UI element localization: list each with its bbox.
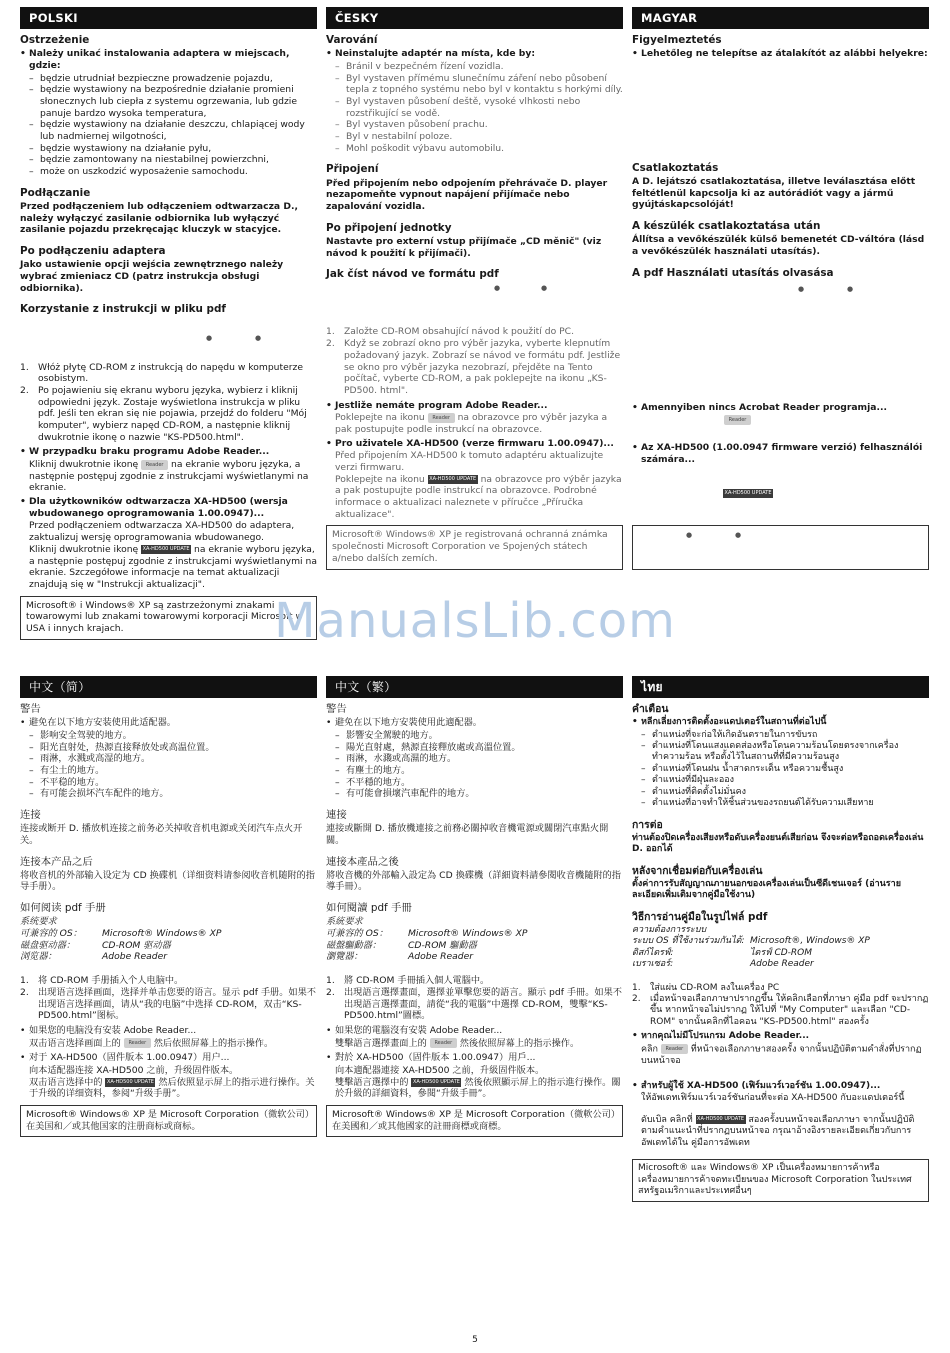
req-value: ไดรฟ์ CD-ROM: [750, 947, 813, 958]
list-item: – będzie wystawiony na działanie deszczu, chlapiącej wody lub nadmiernej wilgotności,: [20, 119, 317, 142]
adobe-reader-icon: Reader: [430, 1038, 457, 1048]
req-key: 浏览器：: [20, 951, 57, 963]
list-item: – ตำแหน่งที่มีฝุ่นละออง: [632, 775, 929, 786]
section-header: 中文（繁）: [326, 676, 623, 698]
pdf-title: Jak číst návod ve formátu pdf: [326, 268, 499, 281]
warning-lead: • 避免在以下地方安装使用此适配器。: [20, 717, 317, 729]
warning-lead: • หลีกเลี่ยงการติดตั้งอะแดปเตอร์ในสถานที่ต่อไปนี้: [632, 717, 929, 728]
firmware-title: • Az XA-HD500 (1.00.0947 firmware verzió) felhasználói számára...: [632, 442, 929, 465]
firmware-text-2: [20, 544, 317, 591]
reader-text-b: 然后依照屏幕上的指示操作。: [153, 1037, 274, 1049]
reader-text-b: na obrazovce pro výběr jazyka a pak postupujte podle instrukcí na obrazovce.: [335, 412, 608, 435]
list-item: – ตำแหน่งที่อาจทำให้ชิ้นส่วนของรถยนต์ได้รับความเสียหาย: [632, 798, 929, 809]
req-value: Microsoft® Windows® XP: [102, 928, 222, 940]
trademark-box: Microsoft® Windows® XP je registrovaná ochranná známka společnosti Microsoft Corporation ve Spojených státech a/nebo dalších zemích.: [326, 525, 623, 569]
after-connect-text: 将收音机的外部输入设定为 CD 换碟机（详细资料请参阅收音机随附的指导手册）。: [20, 869, 315, 893]
reader-text: [326, 412, 623, 435]
bullet-mark: ●: [847, 284, 854, 293]
reader-title: • Jestliže nemáte program Adobe Reader...: [326, 400, 623, 412]
firmware-text: Przed podłączeniem odtwarzacza XA-HD500 do adaptera, zaktualizuj wersję oprogramowania wbudowanego.: [29, 520, 295, 544]
after-connect-title: Po podłączeniu adaptera: [20, 245, 166, 258]
connect-text: 連接或斷開 D. 播放機連接之前務必關掉收音機電源或關閉汽車點火開關。: [326, 823, 609, 846]
list-item: – 影响安全驾驶的地方。: [20, 730, 317, 742]
reader-text-a: คลิก: [641, 1044, 658, 1055]
list-item: – ตำแหน่งที่จะก่อให้เกิดอันตรายในการขับรถ: [632, 730, 929, 741]
after-connect-text: ตั้งค่าการรับสัญญาณภายนอกของเครื่องเล่นเป็นซีดีเชนเจอร์ (อ่านรายละเอียดเพิ่มเติมจากคู่มือใช้งาน): [632, 878, 901, 901]
requirement-row: [20, 928, 317, 940]
trademark-box: Microsoft® Windows® XP 是 Microsoft Corporation（微软公司）在美国和／或其他国家的注册商标或商标。: [20, 1105, 317, 1137]
section-header: MAGYAR: [632, 7, 929, 29]
firmware-text-b: na ekranie wyboru języka, a następnie postępuj zgodnie z instrukcjami wyświetlanymi na ekranie. Szczegółowe informacje na temat aktualizacji znajdują się w "Instrukcji aktualizacji".: [29, 543, 317, 590]
reader-text-a: 雙擊語言選擇畫面上的: [335, 1037, 427, 1049]
list-item: – Byl vystaven přímému slunečnímu záření nebo působení tepla z topného systému nebo byl v kontaktu s horkými díly.: [326, 73, 623, 96]
list-item: – ตำแหน่งที่ติดตั้งไม่มั่นคง: [632, 787, 929, 798]
pdf-title: A pdf Használati utasítás olvasása: [632, 266, 834, 279]
zh-cn-column: [20, 676, 317, 1137]
connect-title: Podłączanie: [20, 186, 91, 199]
step-item: 1. Włóż płytę CD-ROM z instrukcją do napędu w komputerze osobistym.: [20, 361, 304, 385]
section-header: ไทย: [632, 676, 929, 698]
warning-title: Figyelmeztetés: [632, 34, 722, 46]
req-key: 磁盘驱动器：: [20, 939, 76, 951]
step-item: 1. 将 CD-ROM 手册插入个人电脑中。: [20, 975, 184, 987]
cesky-column: [326, 7, 623, 570]
requirement-row: [326, 951, 623, 963]
after-connect-title: 连接本产品之后: [20, 855, 93, 868]
blank-warning-area: [632, 61, 929, 153]
step-item: 2. 出现语言选择画面，选择并单击您要的语言。显示 pdf 手册。如果不出现语言选择画面，请从“我的电脑”中选择 CD-ROM，双击“KS-PD500.html”图标。: [20, 986, 316, 1022]
connect-title: 连接: [20, 809, 41, 822]
warning-lead: • 避免在以下地方安裝使用此適配器。: [326, 717, 623, 729]
update-icon-row: [632, 488, 929, 500]
firmware-text: 向本適配器連接 XA-HD500 之前，升級固件版本。: [335, 1064, 545, 1076]
firmware-text: ให้อัพเดทเฟิร์มแวร์เวอร์ชันก่อนที่จะต่อ XA-HD500 กับอะแดปเตอร์นี้: [641, 1093, 905, 1104]
firmware-text-b: na obrazovce pro výběr jazyka a pak postupujte podle instrukcí na obrazovce. Podrobné informace o aktualizaci naleznete v příručce „Příručka aktualizace".: [335, 473, 622, 520]
trademark-box: Microsoft® Windows® XP 是 Microsoft Corporation（微軟公司）在美國和／或其他國家的註冊商標或商標。: [326, 1105, 623, 1137]
req-value: Microsoft®, Windows® XP: [750, 936, 870, 947]
connect-title: Připojení: [326, 163, 379, 176]
step-text: Włóż płytę CD-ROM z instrukcją do napędu w komputerze osobistym.: [38, 361, 304, 385]
pdf-title: Korzystanie z instrukcji w pliku pdf: [20, 303, 226, 316]
after-connect-title: Po připojení jednotky: [326, 221, 452, 234]
section-header: POLSKI: [20, 7, 317, 29]
firmware-text-a: ดับเบิล คลิกที่: [641, 1114, 693, 1125]
reader-title: • 如果您的电脑没有安装 Adobe Reader...: [20, 1025, 317, 1037]
firmware-text-a: 雙擊語言選擇中的: [335, 1076, 409, 1088]
req-key: 可兼容的 OS：: [326, 928, 388, 940]
reader-icon-row: [632, 415, 929, 427]
list-item: – 雨淋，水濺或高濕的地方。: [326, 753, 623, 765]
trademark-box: Microsoft® i Windows® XP są zastrzeżonymi znakami towarowymi lub znakami towarowymi korporacji Microsoft w USA i innych krajach.: [20, 596, 317, 640]
firmware-text-2: [632, 1115, 929, 1149]
req-key: ดิสก์ไดรฟ์:: [632, 947, 674, 958]
req-key: เบราเซอร์:: [632, 959, 674, 970]
list-item: – ตำแหน่งที่โดนแสงแดดส่องหรือโดนความร้อนโดยตรงจากเครื่องทำความร้อน หรือตั้งไว้ในสถานที่ที่มีความร้อนสูง: [632, 741, 929, 764]
connect-title: 連接: [326, 809, 347, 822]
list-item: – 影響安全駕駛的地方。: [326, 730, 623, 742]
warning-lead: • Należy unikać instalowania adaptera w miejscach, gdzie:: [20, 48, 317, 71]
requirements-title: 系統要求: [326, 916, 363, 928]
firmware-text-a: Poklepejte na ikonu: [335, 473, 425, 485]
reader-text-a: Poklepejte na ikonu: [335, 412, 425, 424]
reader-text: [20, 459, 317, 494]
bullet-mark: ●: [541, 284, 548, 293]
reader-text-a: Kliknij dwukrotnie ikonę: [29, 459, 139, 470]
req-value: Microsoft® Windows® XP: [408, 928, 528, 940]
zh-tw-column: [326, 676, 623, 1137]
warning-title: Ostrzeżenie: [20, 34, 90, 46]
bullet-mark: ●: [798, 284, 805, 293]
adobe-reader-icon: Reader: [724, 415, 751, 425]
warning-lead: • Neinstalujte adaptér na místa, kde by:: [326, 48, 623, 60]
step-text: Po pojawieniu się ekranu wyboru języka, wybierz i kliknij odpowiedni język. Zostaje wyświetlona instrukcja w pliku pdf. Jeśli ten ekran się nie pojawia, przejdź do folderu "Mój komputer", wybierz napęd CD-ROM, a następnie kliknij dwukrotnie ikonę o nazwie "KS-PD500.html".: [38, 384, 307, 443]
reader-text-b: 然後依照屏幕上的指示操作。: [459, 1037, 580, 1049]
list-item: – Bránil v bezpečném řízení vozidla.: [326, 61, 623, 73]
adobe-reader-icon: Reader: [141, 460, 168, 470]
list-item: – 不平稳的地方。: [20, 777, 317, 789]
trademark-box: Microsoft® และ Windows® XP เป็นเครื่องหมายการค้าหรือเครื่องหมายการค้าจดทะเบียนของ Microsoft Corporation ในประเทศสหรัฐอเมริกาและประเทศอื่นๆ: [632, 1159, 929, 1202]
list-item: – 有尘土的地方。: [20, 765, 317, 777]
page-number: 5: [472, 1335, 478, 1345]
magyar-column: [632, 7, 929, 570]
firmware-text-b: 然後依照顯示屏上的指示進行操作。關於升級的詳細資料，參閱“升級手冊”。: [335, 1076, 621, 1100]
reader-text: [632, 1044, 929, 1067]
req-key: 瀏覽器：: [326, 951, 363, 963]
req-value: Adobe Reader: [408, 951, 474, 963]
list-item: – będzie utrudniał bezpieczne prowadzenie pojazdu,: [20, 73, 317, 85]
list-item: – Byl vystaven působení deště, vysoké vlhkosti nebo rozstřikující se vodě.: [326, 96, 623, 119]
step-item: 2. 出現語言選擇畫面，選擇並單擊您要的語言。顯示 pdf 手冊。如果不出現語言選擇畫面，請從“我的電腦”中選擇 CD-ROM，雙擊“KS-PD500.html”圖標。: [326, 986, 622, 1022]
connect-text: 连接或断开 D. 播放机连接之前务必关掉收音机电源或关闭汽车点火开关。: [20, 823, 303, 846]
step-item: 1. ใส่แผ่น CD-ROM ลงในเครื่อง PC: [632, 982, 780, 993]
connect-title: Csatlakoztatás: [632, 161, 719, 174]
reader-title: • 如果您的電腦沒有安裝 Adobe Reader...: [326, 1025, 623, 1037]
blank-requirements-area: [20, 318, 317, 362]
firmware-text: 向本适配器连接 XA-HD500 之前，升级固件版本。: [29, 1064, 239, 1076]
req-key: 磁盤驅動器：: [326, 939, 382, 951]
pdf-title: วิธีการอ่านคู่มือในรูปไฟล์ pdf: [632, 910, 768, 923]
requirement-row: [632, 948, 929, 959]
list-item: – będzie wystawiony na bezpośrednie działanie promieni słonecznych lub ciepła z systemu ogrzewania, lub gdzie panuje bardzo wysoka temperatura,: [20, 84, 317, 119]
connect-text: Před připojením nebo odpojením přehrávače D. player nezapomeňte vypnout napájení přijímače nebo zapalování vozidla.: [326, 177, 608, 212]
update-icon: XA-HD500 UPDATE: [142, 545, 190, 552]
step-item: 1. Založte CD-ROM obsahující návod k použití do PC.: [326, 326, 574, 338]
list-item: – ตำแหน่งที่โดนฝน น้ำสาดกระเด็น หรือความชื้นสูง: [632, 764, 929, 775]
step-text: Když se zobrazí okno pro výběr jazyka, vyberte klepnutím požadovaný jazyk. Zobrazí se návod ve formátu pdf. Jestliže se okno pro výběr jazyka nezobrazí, přejděte na Tento počítač, vyberte CD-ROM, a pak poklepejte na ikonu „KS-PD500. html".: [344, 338, 621, 396]
reader-title: • หากคุณไม่มีโปรแกรม Adobe Reader...: [632, 1031, 929, 1042]
step-item: 1. 將 CD-ROM 手冊插入個人電腦中。: [326, 975, 490, 987]
requirement-row: [20, 951, 317, 963]
firmware-title: • 对于 XA-HD500（固件版本 1.00.0947）用户...: [20, 1052, 317, 1064]
warning-lead: • Lehetőleg ne telepítse az átalakítót az alábbi helyekre:: [632, 48, 929, 60]
update-icon: XA-HD500 UPDATE: [724, 489, 772, 496]
polski-column: [20, 7, 317, 640]
req-value: CD-ROM 驅動器: [408, 939, 477, 951]
blank-steps-area: [632, 281, 929, 401]
requirement-row: [326, 928, 623, 940]
connect-text: Przed podłączeniem lub odłączeniem odtwarzacza D., należy wyłączyć zasilanie odbiornika lub wyłączyć zasilanie pojazdu przekręcając kluczyk w stacyjce.: [20, 200, 298, 236]
warning-title: Varování: [326, 34, 378, 46]
firmware-text-2: [20, 1077, 317, 1100]
step-text: 將 CD-ROM 手冊插入個人電腦中。: [344, 975, 490, 987]
firmware-title: • Pro uživatele XA-HD500 (verze firmwaru 1.00.0947)...: [326, 438, 623, 450]
list-item: – 陽光直射處，熱源直接釋放處或高溫位置。: [326, 742, 623, 754]
reader-text: [20, 1038, 317, 1050]
firmware-text-b: สองครั้งบนหน้าจอเลือกภาษา จากนั้นปฏิบัติตามคำแนะนำที่ปรากฏบนหน้าจอ กรุณาอ้างอิงรายละเอียดเกี่ยวกับการอัพเดทได้ใน คู่มือการอัพเดท: [641, 1114, 915, 1148]
adobe-reader-icon: Reader: [428, 413, 455, 423]
firmware-title: • Dla użytkowników odtwarzacza XA-HD500 (wersja wbudowanego oprogramowania 1.00.0947)...: [20, 496, 317, 519]
step-text: ใส่แผ่น CD-ROM ลงในเครื่อง PC: [650, 982, 780, 993]
bullet-mark: ●: [494, 284, 501, 293]
req-key: ระบบ OS ที่ใช้งานร่วมกันได้:: [632, 936, 745, 947]
requirement-row: [632, 936, 929, 947]
firmware-text-b: 然后依照显示屏上的指示进行操作。关于升级的详细资料，参阅“升级手册”。: [29, 1076, 315, 1100]
after-connect-text: Jako ustawienie opcji wejścia zewnętrznego należy wybrać zmieniacz CD (patrz instrukcja obsługi odbiornika).: [20, 259, 284, 294]
after-connect-title: A készülék csatlakoztatása után: [632, 220, 821, 233]
requirement-row: [326, 940, 623, 952]
step-item: 2. Po pojawieniu się ekranu wyboru języka, wybierz i kliknij odpowiedni język. Zostaje wyświetlona instrukcja w pliku pdf. Jeśli ten ekran się nie pojawia, przejdź do folderu "Mój komputer", wybierz napęd CD-ROM, a następnie kliknij dwukrotnie ikonę o nazwie "KS-PD500.html".: [20, 384, 307, 443]
list-item: – Byl vystaven působení prachu.: [326, 119, 623, 131]
reader-title: • Amennyiben nincs Acrobat Reader programja...: [632, 402, 929, 414]
requirements-title: 系统要求: [20, 916, 57, 928]
list-item: – 不平穩的地方。: [326, 777, 623, 789]
reader-text: [326, 1038, 623, 1050]
firmware-text-2: [326, 1077, 623, 1100]
warning-title: 警告: [326, 703, 347, 715]
connect-title: การต่อ: [632, 818, 663, 831]
after-connect-title: 連接本產品之後: [326, 855, 399, 868]
list-item: – 雨淋，水溅或高湿的地方。: [20, 753, 317, 765]
list-item: – może on uszkodzić wyposażenie samochodu.: [20, 166, 317, 178]
list-item: – będzie zamontowany na niestabilnej powierzchni,: [20, 154, 317, 166]
update-icon: XA-HD500 UPDATE: [106, 1078, 154, 1085]
req-value: Adobe Reader: [750, 959, 814, 970]
after-connect-text: 將收音機的外部輸入設定為 CD 換碟機（詳細資料請參閱收音機隨附的指導手冊）。: [326, 869, 621, 893]
connect-text: ท่านต้องปิดเครื่องเสียงหรือดับเครื่องยนต์เสียก่อน จึงจะต่อหรือถอดเครื่องเล่น D. ออกได้: [632, 832, 924, 855]
bullet-mark: ●: [255, 333, 262, 342]
after-connect-text: Nastavte pro externí vstup přijímače „CD měnič" (viz návod k použití k přijímači).: [326, 235, 602, 259]
list-item: – 阳光直射处，热源直接释放处或高温位置。: [20, 742, 317, 754]
trademark-box: [632, 525, 929, 570]
section-header: 中文（简）: [20, 676, 317, 698]
update-icon: XA-HD500 UPDATE: [697, 1115, 744, 1122]
step-text: 出现语言选择画面，选择并单击您要的语言。显示 pdf 手册。如果不出现语言选择画面，请从“我的电脑”中选择 CD-ROM，双击“KS-PD500.html”图标。: [38, 986, 316, 1022]
list-item: – Mohl poškodit výbavu automobilu.: [326, 143, 623, 155]
step-text: เมื่อหน้าจอเลือกภาษาปรากฏขึ้น ให้คลิกเลือกที่ภาษา คู่มือ pdf จะปรากฏขึ้น หากหน้าจอไม่ปรากฏ ให้ไปที่ "My Computer" และเลือก "CD-ROM" จากนั้นคลิกที่ไอคอน "KS-PD500.html" สองครั้ง: [650, 993, 929, 1027]
firmware-text-a: 双击语言选择中的: [29, 1076, 103, 1088]
adobe-reader-icon: Reader: [661, 1044, 688, 1054]
bullet-mark: ●: [735, 531, 742, 540]
section-header: ČESKY: [326, 7, 623, 29]
pdf-title: 如何閱讀 pdf 手冊: [326, 902, 412, 915]
req-value: CD-ROM 驱动器: [102, 939, 171, 951]
bullet-mark: ●: [686, 531, 693, 540]
reader-text-a: 双击语言选择画面上的: [29, 1037, 121, 1049]
list-item: – 有塵土的地方。: [326, 765, 623, 777]
reader-title: • W przypadku braku programu Adobe Reader...: [20, 446, 317, 458]
requirements-title: ความต้องการระบบ: [632, 924, 707, 935]
adobe-reader-icon: Reader: [124, 1038, 151, 1048]
after-connect-text: Állítsa a vevőkészülék külső bemenetét CD-váltóra (lásd a vevőkészülék használati utasítás).: [632, 234, 925, 258]
list-item: – 有可能會損壞汽車配件的地方。: [326, 788, 623, 800]
requirement-row: [632, 959, 929, 970]
thai-column: [632, 676, 929, 1202]
list-item: – 有可能会损坏汽车配件的地方。: [20, 788, 317, 800]
step-text: 将 CD-ROM 手册插入个人电脑中。: [38, 975, 184, 987]
step-text: 出現語言選擇畫面，選擇並單擊您要的語言。顯示 pdf 手冊。如果不出現語言選擇畫面，請從“我的電腦”中選擇 CD-ROM，雙擊“KS-PD500.html”圖標。: [344, 986, 622, 1022]
blank-requirements-area: [326, 282, 623, 326]
update-icon: XA-HD500 UPDATE: [429, 475, 477, 482]
reader-text-b: na ekranie wyboru języka, a następnie postępuj zgodnie z instrukcjami wyświetlanymi na ekranie.: [29, 459, 309, 494]
connect-text: A D. lejátszó csatlakoztatása, illetve leválasztása előtt feltétlenül kapcsolja ki az autórádiót vagy a jármű gyújtáskapcsolóját!: [632, 176, 916, 211]
update-icon: XA-HD500 UPDATE: [412, 1078, 460, 1085]
warning-title: 警告: [20, 703, 41, 715]
reader-text-b: ที่หน้าจอเลือกภาษาสองครั้ง จากนั้นปฏิบัติตามคำสั่งที่ปรากฏบนหน้าจอ: [641, 1044, 922, 1066]
step-text: Založte CD-ROM obsahující návod k použití do PC.: [344, 326, 574, 338]
requirement-row: [20, 940, 317, 952]
bullet-mark: ●: [206, 333, 213, 342]
step-item: 2. Když se zobrazí okno pro výběr jazyka, vyberte klepnutím požadovaný jazyk. Zobrazí se návod ve formátu pdf. Jestliže se okno pro výběr jazyka nezobrazí, přejděte na Tento počítač, vyberte CD-ROM, a pak poklepejte na ikonu „KS-PD500. html".: [326, 338, 621, 396]
firmware-title: • 對於 XA-HD500（固件版本 1.00.0947）用戶...: [326, 1052, 623, 1064]
list-item: – Byl v nestabilní poloze.: [326, 131, 623, 143]
req-value: Adobe Reader: [102, 951, 168, 963]
watermark: ManualsLib.com: [274, 593, 676, 649]
after-connect-title: หลังจากเชื่อมต่อกับเครื่องเล่น: [632, 864, 763, 877]
list-item: – będzie wystawiony na działanie pyłu,: [20, 143, 317, 155]
firmware-text-2: [326, 474, 623, 521]
req-key: 可兼容的 OS：: [20, 928, 82, 940]
step-item: 2. เมื่อหน้าจอเลือกภาษาปรากฏขึ้น ให้คลิกเลือกที่ภาษา คู่มือ pdf จะปรากฏขึ้น หากหน้าจอไม่ปรากฏ ให้ไปที่ "My Computer" และเลือก "CD-ROM" จากนั้นคลิกที่ไอคอน "KS-PD500.html" สองครั้ง: [632, 993, 929, 1027]
firmware-text: Před připojením XA-HD500 k tomuto adaptéru aktualizujte verzi firmwaru.: [335, 450, 604, 473]
firmware-title: • สำหรับผู้ใช้ XA-HD500 (เฟิร์มแวร์เวอร์ชัน 1.00.0947)...: [632, 1081, 929, 1092]
firmware-text-a: Kliknij dwukrotnie ikonę: [29, 543, 139, 555]
warning-title: คำเตือน: [632, 703, 669, 715]
pdf-title: 如何阅读 pdf 手册: [20, 902, 106, 915]
